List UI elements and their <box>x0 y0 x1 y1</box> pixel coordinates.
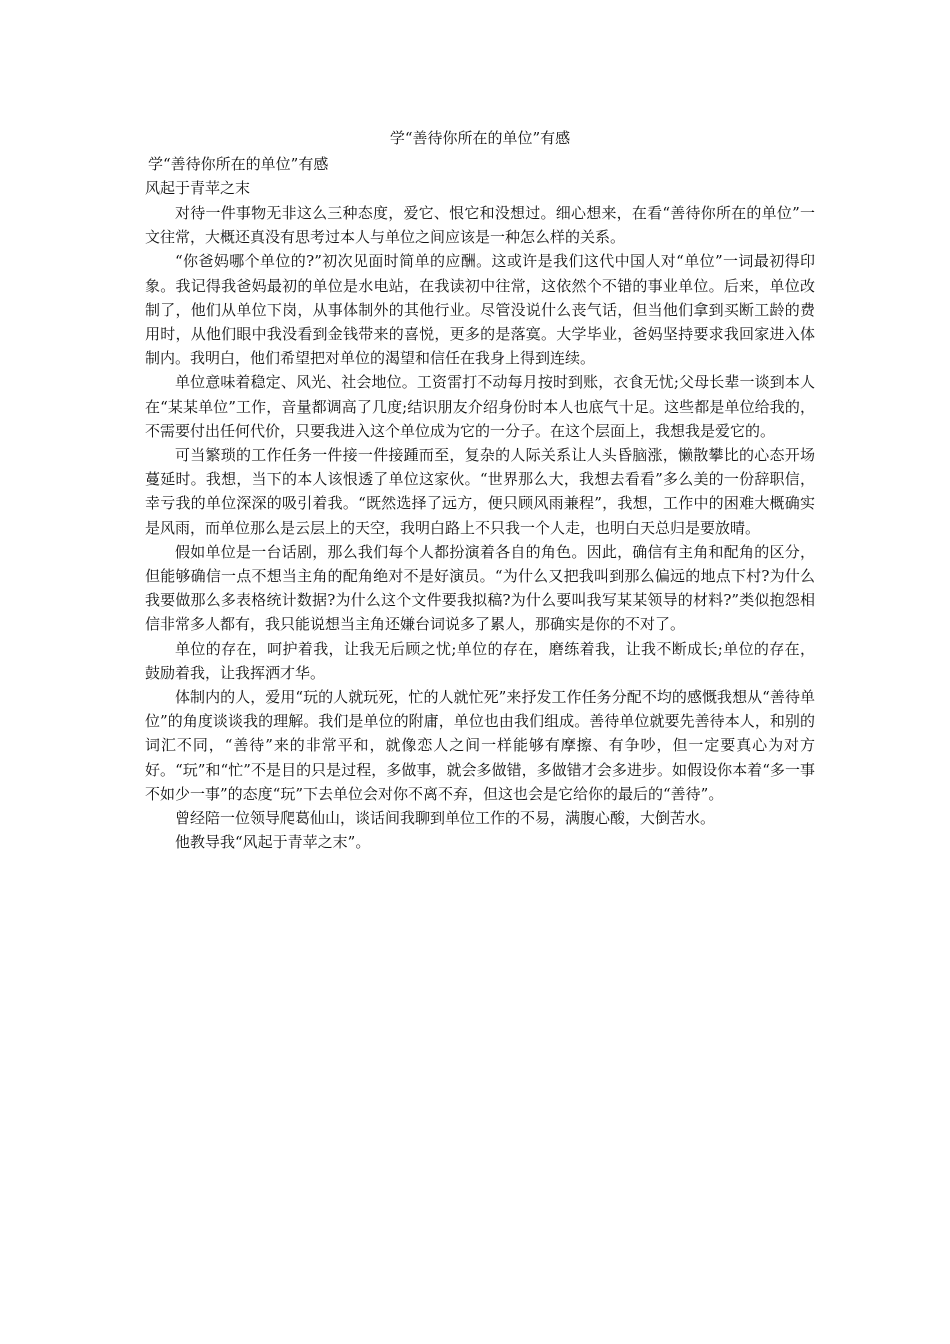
paragraph: 他教导我“风起于青苹之末”。 <box>175 833 371 852</box>
document-subtitle: 学“善待你所在的单位”有感 <box>148 155 329 173</box>
author-line: 风起于青苹之末 <box>145 179 251 197</box>
document-page <box>145 126 815 854</box>
paragraph: 假如单位是一台话剧，那么我们每个人都扮演着各自的角色。因此，确信有主角和配角的区分，但能够确信一点不想当主角的配角绝对不是好演员。“为什么又把我叫到那么偏远的地点下村?为什么我要做那么多表格统计数据?为什么这个文件要我拟稿?为什么要叫我写某某领导的材料?”类似抱怨相信非常多人都有，我只能说想当主角还嫌台词说多了累人，那确实是你的不对了。 <box>145 542 815 634</box>
paragraph: 对待一件事物无非这么三种态度，爱它、恨它和没想过。细心想来，在看“善待你所在的单位”一文往常，大概还真没有思考过本人与单位之间应该是一种怎么样的关系。 <box>145 204 815 247</box>
paragraph: 可当繁琐的工作任务一件接一件接踵而至，复杂的人际关系让人头昏脑涨，懒散攀比的心态开场蔓延时。我想，当下的本人该恨透了单位这家伙。“世界那么大，我想去看看”多么美的一份辞职信，幸亏我的单位深深的吸引着我。“既然选择了远方，便只顾风雨兼程”，我想，工作中的困难大概确实是风雨，而单位那么是云层上的天空，我明白路上不只我一个人走，也明白天总归是要放晴。 <box>145 446 815 537</box>
paragraph: 体制内的人，爱用“玩的人就玩死，忙的人就忙死”来抒发工作任务分配不均的感慨我想从“善待单位”的角度谈谈我的理解。我们是单位的附庸，单位也由我们组成。善待单位就要先善待本人，和别的词汇不同，“善待”来的非常平和，就像恋人之间一样能够有摩擦、有争吵，但一定要真心为对方好。“玩”和“忙”不是目的只是过程，多做事，就会多做错，多做错才会多进步。如假设你本着“多一事不如少一事”的态度“玩”下去单位会对你不离不弃，但这也会是它给你的最后的“善待”。 <box>145 688 815 803</box>
document-title: 学“善待你所在的单位”有感 <box>389 129 571 147</box>
paragraph: 单位意味着稳定、风光、社会地位。工资雷打不动每月按时到账，衣食无忧;父母长辈一谈到本人在“某某单位”工作，音量都调高了几度;结识朋友介绍身份时本人也底气十足。这些都是单位给我的，不需要付出任何代价，只要我进入这个单位成为它的一分子。在这个层面上，我想我是爱它的。 <box>145 373 815 440</box>
paragraph: “你爸妈哪个单位的?”初次见面时简单的应酬。这或许是我们这代中国人对“单位”一词最初得印象。我记得我爸妈最初的单位是水电站，在我读初中往常，这依然个不错的事业单位。后来，单位改制了，他们从单位下岗，从事体制外的其他行业。尽管没说什么丧气话，但当他们拿到买断工龄的费用时，从他们眼中我没看到金钱带来的喜悦，更多的是落寞。大学毕业，爸妈坚持要求我回家进入体制内。我明白，他们希望把对单位的渴望和信任在我身上得到连续。 <box>145 252 815 368</box>
paragraph: 曾经陪一位领导爬葛仙山，谈话间我聊到单位工作的不易，满腹心酸，大倒苦水。 <box>175 809 716 828</box>
paragraph: 单位的存在，呵护着我，让我无后顾之忧;单位的存在，磨练着我，让我不断成长;单位的存在，鼓励着我，让我挥洒才华。 <box>145 639 815 682</box>
